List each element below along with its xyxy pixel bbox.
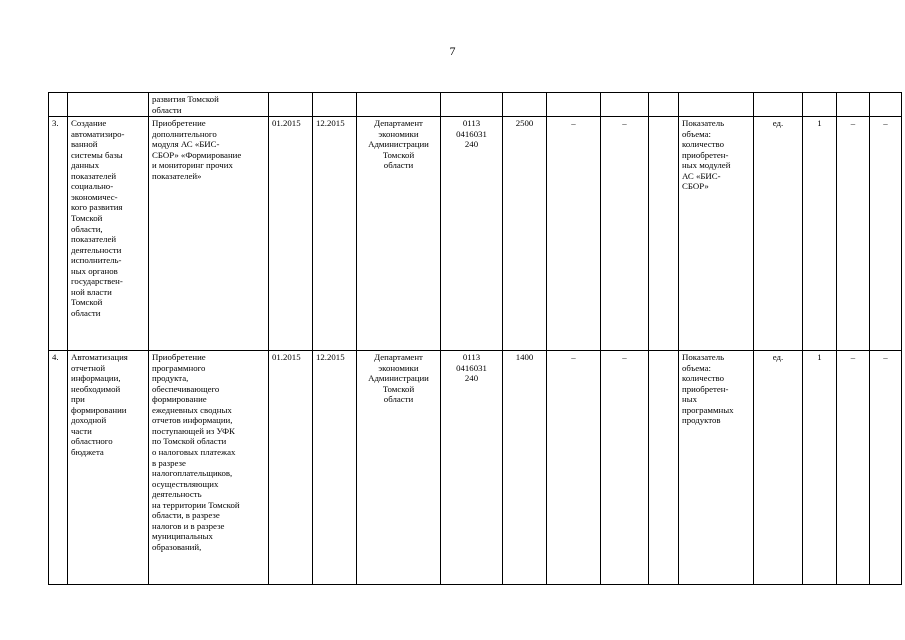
target-value: 1	[803, 351, 837, 585]
value-dash: –	[837, 351, 870, 585]
table-row	[49, 117, 902, 351]
action-text: развития Томской области	[152, 94, 219, 115]
table-cell	[649, 117, 679, 351]
table-cell	[313, 93, 357, 117]
task-name-cell	[68, 351, 149, 585]
task-name-cell	[68, 117, 149, 351]
unit: ед.	[754, 117, 803, 351]
indicator: Показатель объема: количество приобретен- ных программных продуктов	[682, 352, 734, 426]
indicator-cell	[679, 351, 754, 585]
budget-code-cell	[441, 117, 503, 351]
table-cell	[679, 93, 754, 117]
table-cell	[870, 93, 902, 117]
executor: Департамент экономики Администрации Томской области	[368, 118, 429, 171]
table-cell	[601, 93, 649, 117]
budget-code: 0113 0416031 240	[456, 352, 487, 384]
table-cell	[441, 93, 503, 117]
budget-code: 0113 0416031 240	[456, 118, 487, 150]
page-number: 7	[449, 44, 456, 58]
value-dash: –	[547, 351, 601, 585]
action-cell	[149, 117, 269, 351]
value-dash: –	[870, 117, 902, 351]
task-name: Автоматизация отчетной информации, необходимой при формировании доходной части областного бюджета	[71, 352, 128, 458]
row-number: 3.	[49, 117, 68, 351]
executor: Департамент экономики Администрации Томской области	[368, 352, 429, 405]
value-dash: –	[547, 117, 601, 351]
start-date: 01.2015	[269, 351, 313, 585]
table-row	[49, 93, 902, 117]
value-dash: –	[837, 117, 870, 351]
unit: ед.	[754, 351, 803, 585]
budget-code-cell	[441, 351, 503, 585]
table-cell	[269, 93, 313, 117]
start-date: 01.2015	[269, 117, 313, 351]
row-number: 4.	[49, 351, 68, 585]
end-date: 12.2015	[313, 351, 357, 585]
end-date: 12.2015	[313, 117, 357, 351]
executor-cell	[357, 351, 441, 585]
table-cell	[49, 93, 68, 117]
table-cell	[149, 93, 269, 117]
value-dash: –	[601, 351, 649, 585]
table-cell	[803, 93, 837, 117]
amount: 1400	[503, 351, 547, 585]
table-cell	[649, 93, 679, 117]
amount: 2500	[503, 117, 547, 351]
value-dash: –	[870, 351, 902, 585]
table-row	[49, 351, 902, 585]
executor-cell	[357, 117, 441, 351]
task-name: Создание автоматизиро- ванной системы базы данных показателей социально- экономичес- кого развития Томской области, показателей деятельности исполнитель- ных органов государствен- ной власти Томской области	[71, 118, 125, 318]
table-cell	[68, 93, 149, 117]
table-cell	[754, 93, 803, 117]
target-value: 1	[803, 117, 837, 351]
table-cell	[837, 93, 870, 117]
table-cell	[357, 93, 441, 117]
action-text: Приобретение программного продукта, обеспечивающего формирование ежедневных сводных отчетов информации, поступающей из УФК по Томской области о налоговых платежах в разрезе налогоплательщиков, осуществляющих деятельность на территории Томской области, в разрезе налогов и в разрезе муниципальных образований,	[152, 352, 240, 552]
table-cell	[503, 93, 547, 117]
indicator-cell	[679, 117, 754, 351]
table-cell	[649, 351, 679, 585]
table-cell	[547, 93, 601, 117]
program-activities-table	[48, 92, 902, 585]
value-dash: –	[601, 117, 649, 351]
action-cell	[149, 351, 269, 585]
action-text: Приобретение дополнительного модуля АС «БИС- СБОР» «Формирование и мониторинг прочих показателей»	[152, 118, 242, 181]
indicator: Показатель объема: количество приобретен- ных модулей АС «БИС- СБОР»	[682, 118, 731, 192]
